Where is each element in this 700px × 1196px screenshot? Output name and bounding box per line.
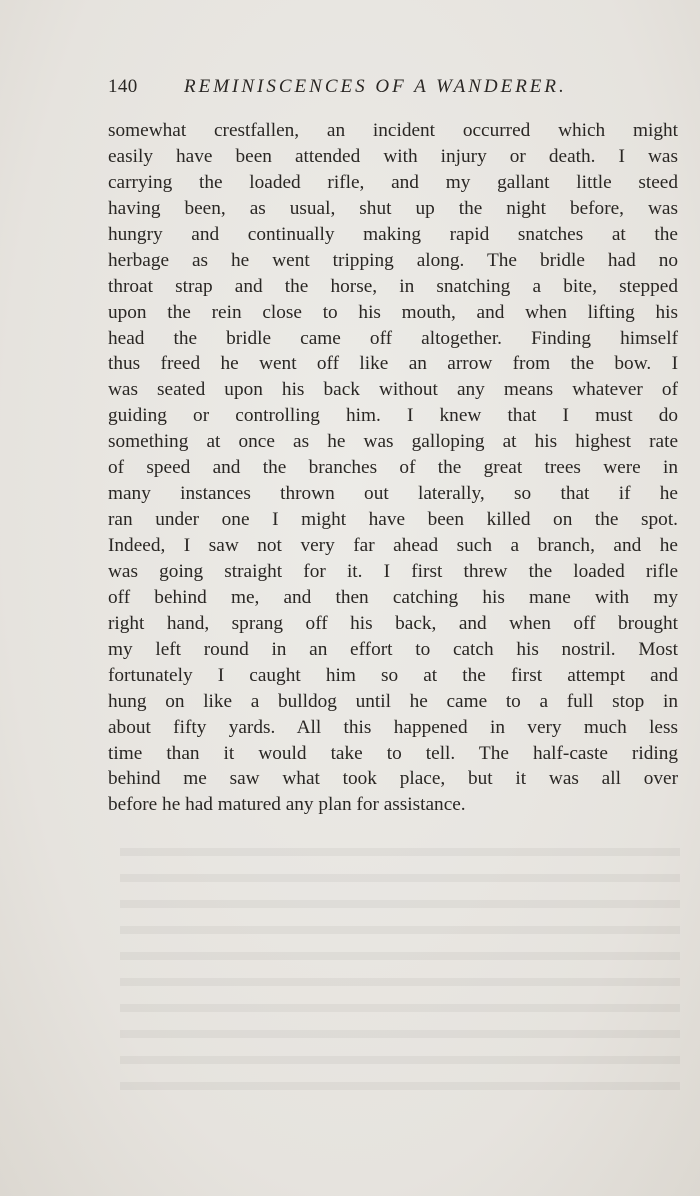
bleed-through-shadow	[120, 830, 680, 1090]
text-line-last: before he had matured any plan for assistance.	[108, 794, 466, 816]
page-header	[108, 76, 680, 104]
text-line: something at once as he was galloping at his highest rate	[108, 431, 678, 453]
text-line: hung on like a bulldog until he came to a full stop in	[108, 690, 678, 712]
text-line: right hand, sprang off his back, and when off brought	[108, 612, 678, 634]
page-number: 140	[108, 76, 138, 97]
text-line: off behind me, and then catching his mane with my	[108, 586, 678, 608]
text-line: behind me saw what took place, but it was all over	[108, 768, 678, 790]
text-line: time than it would take to tell. The half-caste riding	[108, 742, 678, 764]
text-line: thus freed he went off like an arrow from the bow. I	[108, 353, 678, 375]
text-line: easily have been attended with injury or death. I was	[108, 145, 678, 167]
text-line: ran under one I might have been killed on the spot.	[108, 509, 678, 531]
text-line: having been, as usual, shut up the night before, was	[108, 197, 678, 219]
text-line: fortunately I caught him so at the first attempt and	[108, 664, 678, 686]
text-line: many instances thrown out laterally, so that if he	[108, 483, 678, 505]
text-line: of speed and the branches of the great trees were in	[108, 457, 678, 479]
text-line: head the bridle came off altogether. Finding himself	[108, 327, 678, 349]
text-line: hungry and continually making rapid snatches at the	[108, 223, 678, 245]
text-line: my left round in an effort to catch his nostril. Most	[108, 638, 678, 660]
text-line: carrying the loaded rifle, and my gallant little steed	[108, 171, 678, 193]
text-line: somewhat crestfallen, an incident occurred which might	[108, 120, 678, 141]
text-line: about fifty yards. All this happened in very much less	[108, 716, 678, 738]
text-line: Indeed, I saw not very far ahead such a branch, and he	[108, 535, 678, 556]
running-head: REMINISCENCES OF A WANDERER.	[184, 76, 567, 97]
text-line: throat strap and the horse, in snatching a bite, stepped	[108, 275, 678, 297]
body-text	[108, 118, 678, 818]
text-line: guiding or controlling him. I knew that I must do	[108, 405, 678, 427]
text-line: was going straight for it. I first threw the loaded rifle	[108, 560, 678, 582]
text-line: upon the rein close to his mouth, and when lifting his	[108, 301, 678, 323]
text-line: herbage as he went tripping along. The bridle had no	[108, 249, 678, 271]
text-line: was seated upon his back without any means whatever of	[108, 379, 678, 401]
